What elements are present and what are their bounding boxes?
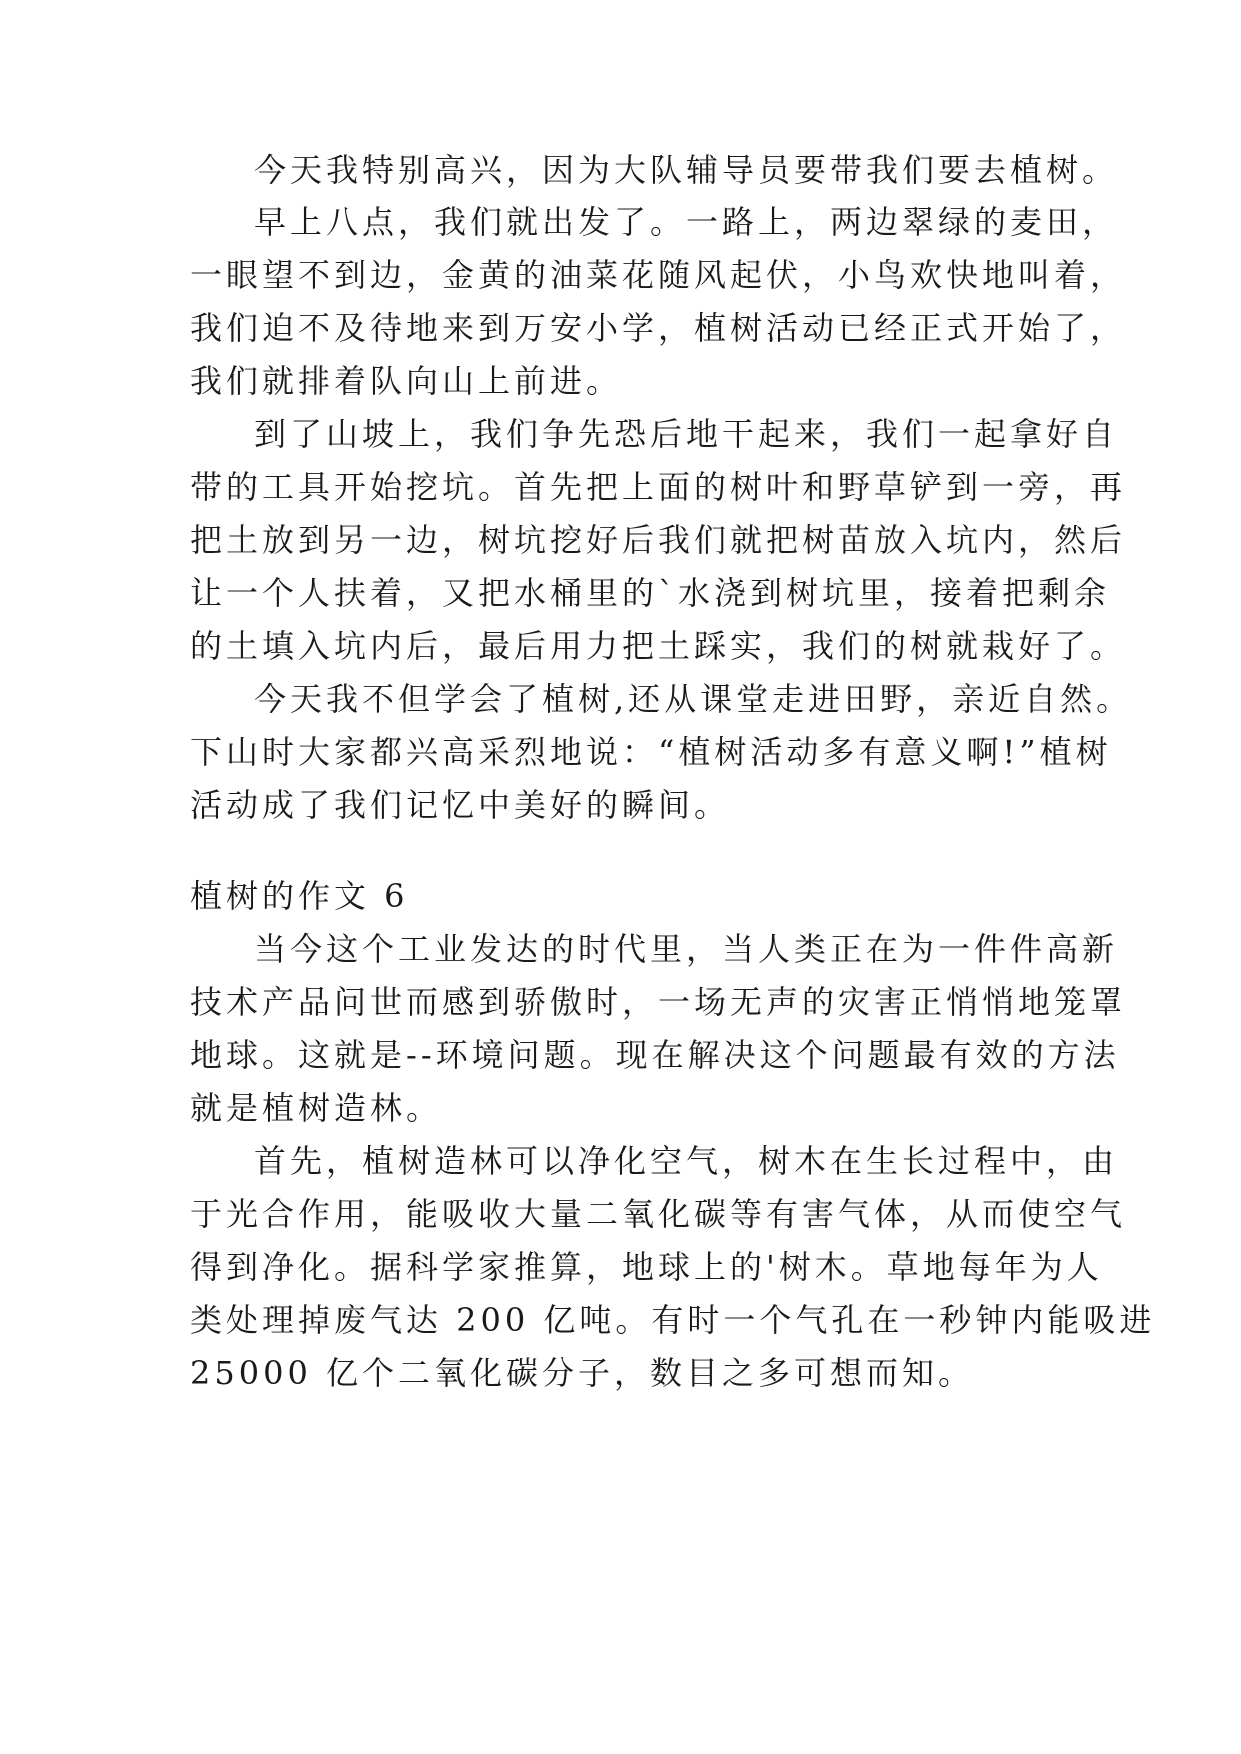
paragraph-4-line-2: 下山时大家都兴高采烈地说：“植树活动多有意义啊!”植树: [190, 733, 1112, 771]
section-paragraph-2-line-5: 25000 亿个二氧化碳分子，数目之多可想而知。: [190, 1354, 974, 1392]
paragraph-1-line-1: 今天我特别高兴，因为大队辅导员要带我们要去植树。: [254, 151, 1119, 189]
document-body: [190, 0, 1156, 1754]
paragraph-3-line-5: 的土填入坑内后，最后用力把土踩实，我们的树就栽好了。: [190, 627, 1127, 665]
paragraph-3-line-4: 让一个人扶着，又把水桶里的`水浇到树坑里，接着把剩余: [190, 574, 1111, 612]
paragraph-4-line-3: 活动成了我们记忆中美好的瞬间。: [190, 786, 731, 824]
section-paragraph-2-line-4: 类处理掉废气达 200 亿吨。有时一个气孔在一秒钟内能吸进: [190, 1301, 1156, 1339]
section-paragraph-1-line-1: 当今这个工业发达的时代里，当人类正在为一件件高新: [254, 930, 1119, 968]
paragraph-2-line-3: 我们迫不及待地来到万安小学，植树活动已经正式开始了，: [190, 309, 1127, 347]
paragraph-2-line-2: 一眼望不到边，金黄的油菜花随风起伏，小鸟欢快地叫着，: [190, 256, 1127, 294]
paragraph-3-line-1: 到了山坡上，我们争先恐后地干起来，我们一起拿好自: [254, 415, 1119, 453]
paragraph-3-line-3: 把土放到另一边，树坑挖好后我们就把树苗放入坑内，然后: [190, 521, 1127, 559]
section-paragraph-2-line-2: 于光合作用，能吸收大量二氧化碳等有害气体，从而使空气: [190, 1195, 1127, 1233]
section-paragraph-2-line-1: 首先，植树造林可以净化空气，树木在生长过程中，由: [254, 1142, 1119, 1180]
section-paragraph-1-line-2: 技术产品问世而感到骄傲时，一场无声的灾害正悄悄地笼罩: [190, 983, 1127, 1021]
paragraph-4-line-1: 今天我不但学会了植树,还从课堂走进田野，亲近自然。: [254, 680, 1133, 718]
section-paragraph-1-line-4: 就是植树造林。: [190, 1089, 443, 1127]
section-paragraph-2-line-3: 得到净化。据科学家推算，地球上的'树木。草地每年为人: [190, 1248, 1103, 1286]
paragraph-3-line-2: 带的工具开始挖坑。首先把上面的树叶和野草铲到一旁，再: [190, 468, 1127, 506]
paragraph-2-line-4: 我们就排着队向山上前进。: [190, 362, 623, 400]
section-paragraph-1-line-3: 地球。这就是--环境问题。现在解决这个问题最有效的方法: [190, 1036, 1120, 1074]
section-title: 植树的作文 6: [190, 877, 409, 915]
paragraph-2-line-1: 早上八点，我们就出发了。一路上，两边翠绿的麦田，: [254, 203, 1119, 241]
